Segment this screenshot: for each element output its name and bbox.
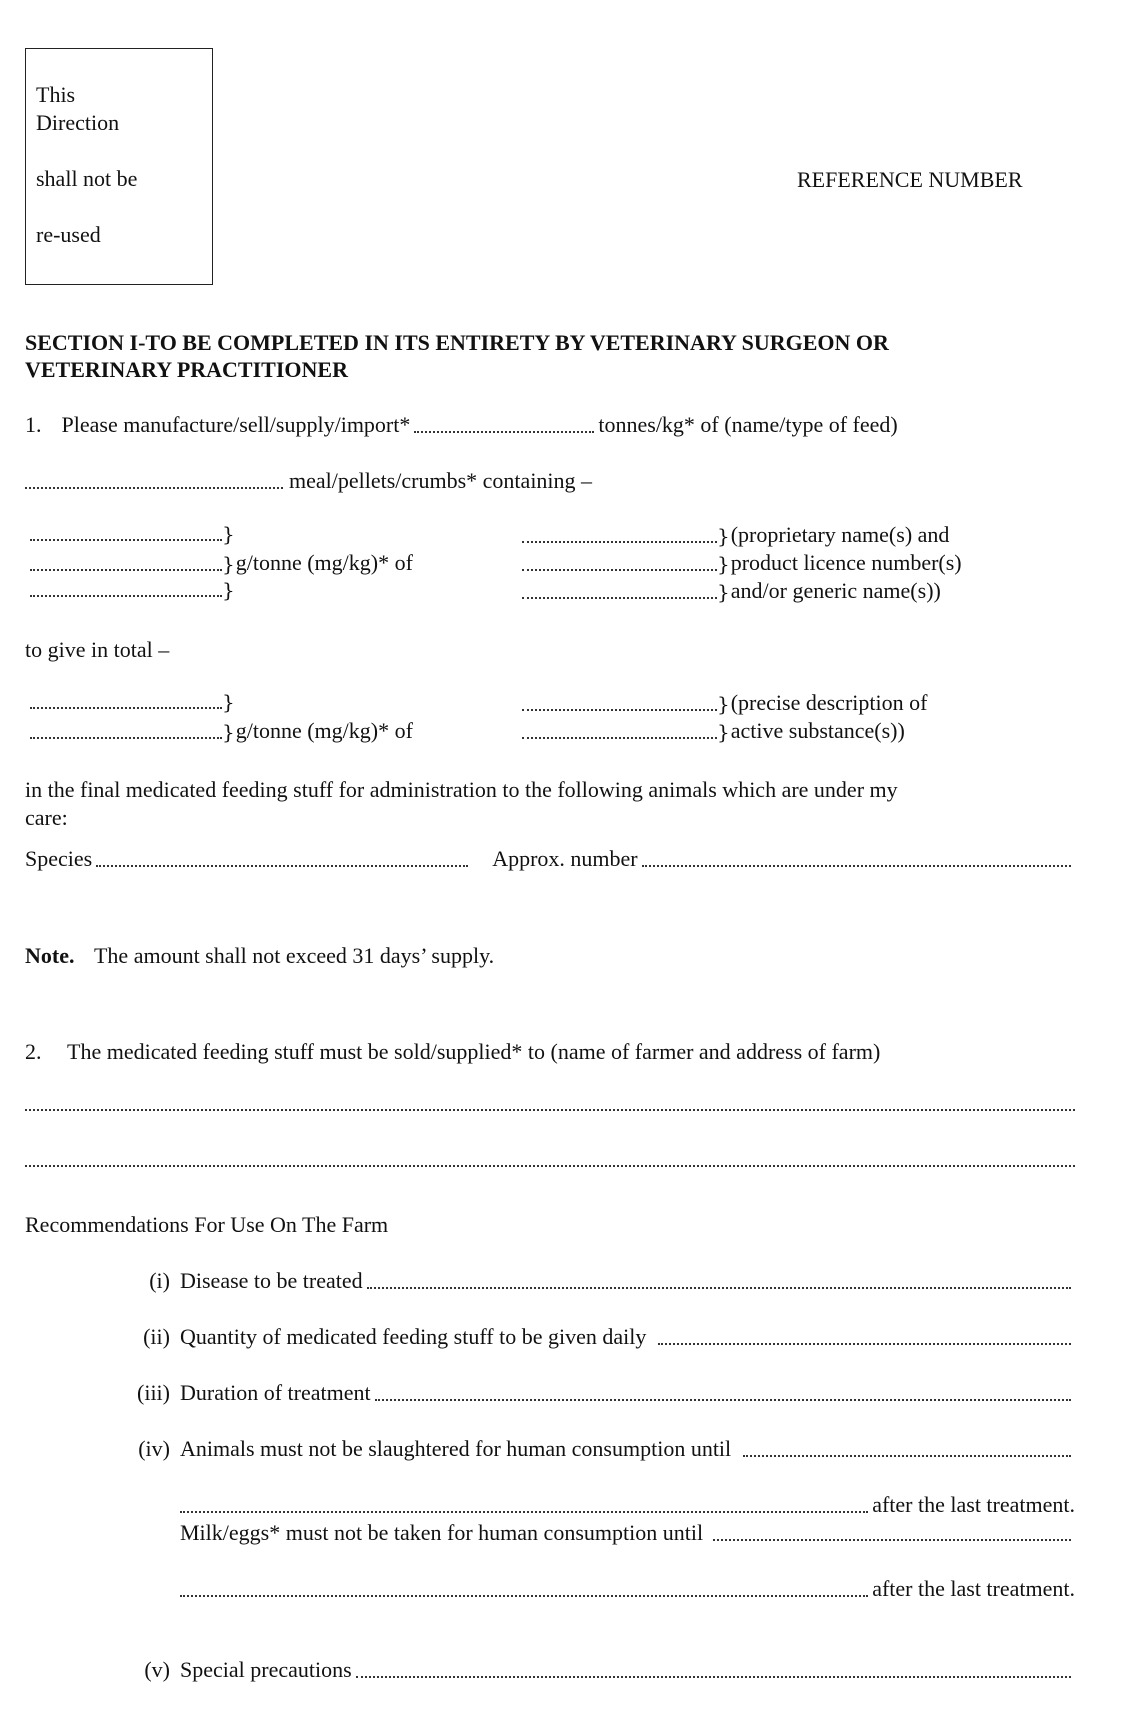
item1-number: 1. <box>25 412 42 437</box>
desc-label-2: active substance(s)) <box>730 718 905 743</box>
milk-field[interactable] <box>713 1539 1071 1541</box>
note-text: The amount shall not exceed 31 days’ supply. <box>93 943 495 968</box>
recommendations-heading: Recommendations For Use On The Farm <box>25 1212 389 1237</box>
gtonne-label-2: g/tonne (mg/kg)* of <box>235 718 413 743</box>
prop-label-3: and/or generic name(s)) <box>730 578 941 603</box>
item1-lead: Please manufacture/sell/supply/import* <box>61 412 411 437</box>
species-line <box>25 846 1075 872</box>
product-row-1: } (proprietary name(s) and <box>522 522 949 548</box>
milk-line <box>180 1520 1075 1546</box>
slaughter-field[interactable] <box>743 1455 1071 1457</box>
daily-quantity-field[interactable] <box>658 1343 1071 1345</box>
approx-number-field[interactable] <box>642 865 1071 867</box>
quantity-field[interactable] <box>414 431 594 433</box>
item2-text: The medicated feeding stuff must be sold/supplied* to (name of farmer and address of farm) <box>67 1039 881 1064</box>
product-row-3: } and/or generic name(s)) <box>522 578 941 604</box>
rec-i-num: (i) <box>149 1268 170 1293</box>
box-line-2: Direction <box>36 110 120 135</box>
prop-label-2: product licence number(s) <box>730 550 962 575</box>
section-heading-line1: SECTION I-TO BE COMPLETED IN ITS ENTIRETY BY VETERINARY SURGEON OR <box>25 330 889 355</box>
item1-tail: tonnes/kg* of (name/type of feed) <box>598 412 898 437</box>
substance-row-1: } (precise description of <box>522 690 927 716</box>
rec-v-num: (v) <box>144 1657 170 1682</box>
box-line-3: shall not be <box>36 166 138 191</box>
substance-field-1[interactable] <box>522 709 717 711</box>
reuse-warning-box <box>25 48 213 285</box>
meal-text: meal/pellets/crumbs* containing – <box>289 468 593 493</box>
product-field-1[interactable] <box>522 541 717 543</box>
give-total-label: to give in total – <box>25 637 170 662</box>
substance-row-2: } active substance(s)) <box>522 718 905 744</box>
after-text-1: after the last treatment. <box>872 1492 1075 1517</box>
rec-iv <box>125 1436 1075 1462</box>
withdrawal-field-2[interactable] <box>180 1595 868 1597</box>
rec-iv-text: Animals must not be slaughtered for human consumption until <box>180 1436 732 1461</box>
rec-i <box>125 1268 1075 1294</box>
rec-iii-num: (iii) <box>137 1380 170 1405</box>
rate-row-3: } <box>30 578 236 602</box>
duration-field[interactable] <box>375 1399 1071 1401</box>
after-line-2 <box>180 1576 1075 1602</box>
rate-field-1[interactable] <box>30 539 222 541</box>
after-text-2: after the last treatment. <box>872 1576 1075 1601</box>
total-row-2: } g/tonne (mg/kg)* of <box>30 718 413 744</box>
section-heading-line2: VETERINARY PRACTITIONER <box>25 357 348 382</box>
product-row-2: } product licence number(s) <box>522 550 962 576</box>
rec-v <box>125 1657 1075 1683</box>
reference-number-label: REFERENCE NUMBER <box>797 167 1023 192</box>
farmer-field-1[interactable] <box>25 1109 1075 1111</box>
final-text-line2: care: <box>25 805 68 830</box>
product-field-3[interactable] <box>522 597 717 599</box>
prop-label-1: (proprietary name(s) and <box>730 522 950 547</box>
rec-ii <box>125 1324 1075 1350</box>
precautions-field[interactable] <box>356 1676 1071 1678</box>
item1-order-line <box>25 412 1075 438</box>
note-label: Note. <box>25 943 75 968</box>
final-text-line1: in the final medicated feeding stuff for administration to the following animals which are under my <box>25 777 898 802</box>
withdrawal-field-1[interactable] <box>180 1511 868 1513</box>
rec-ii-text: Quantity of medicated feeding stuff to be given daily <box>180 1324 647 1349</box>
rec-v-text: Special precautions <box>180 1657 352 1682</box>
total-rate-field-1[interactable] <box>30 707 222 709</box>
rate-field-2[interactable] <box>30 569 222 571</box>
feed-name-field[interactable] <box>25 487 283 489</box>
substance-field-2[interactable] <box>522 737 717 739</box>
approx-label: Approx. number <box>492 846 638 871</box>
item2-number: 2. <box>25 1039 42 1064</box>
note <box>25 943 494 969</box>
disease-field[interactable] <box>367 1287 1071 1289</box>
box-line-1: This <box>36 82 76 107</box>
species-label: Species <box>25 846 93 871</box>
farmer-field-2[interactable] <box>25 1165 1075 1167</box>
rec-i-text: Disease to be treated <box>180 1268 363 1293</box>
meal-line <box>25 468 725 494</box>
gtonne-label: g/tonne (mg/kg)* of <box>235 550 413 575</box>
after-line-1 <box>180 1492 1075 1518</box>
milk-text: Milk/eggs* must not be taken for human consumption until <box>180 1520 704 1545</box>
product-field-2[interactable] <box>522 569 717 571</box>
rec-iii <box>125 1380 1075 1406</box>
rate-row-2: } g/tonne (mg/kg)* of <box>30 550 413 576</box>
rate-row-1: } <box>30 522 236 546</box>
item2-line <box>25 1039 880 1065</box>
rec-iv-num: (iv) <box>138 1436 170 1461</box>
total-rate-field-2[interactable] <box>30 737 222 739</box>
rec-ii-num: (ii) <box>143 1324 170 1349</box>
species-field[interactable] <box>96 865 468 867</box>
rate-field-3[interactable] <box>30 595 222 597</box>
rec-iii-text: Duration of treatment <box>180 1380 371 1405</box>
box-line-4: re-used <box>36 222 101 247</box>
desc-label-1: (precise description of <box>730 690 928 715</box>
total-row-1: } <box>30 690 236 714</box>
